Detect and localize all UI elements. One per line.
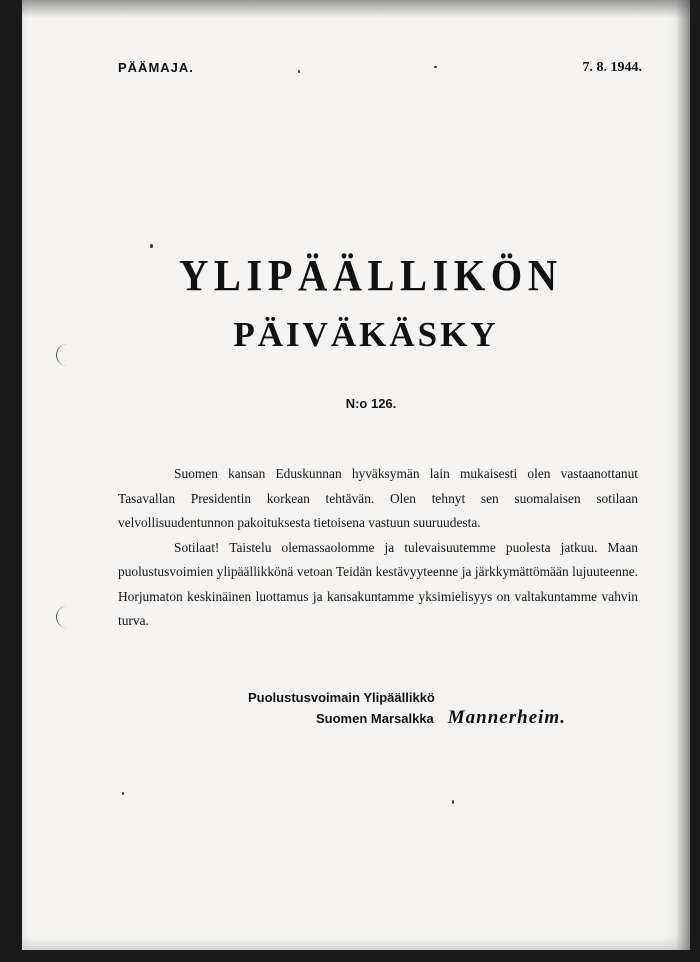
document-page [22,0,690,950]
signature-name: Mannerheim. [447,707,566,728]
header-date: 7. 8. 1944. [582,60,642,75]
document-subtitle: PÄIVÄKÄSKY [233,315,499,354]
paper-speck [122,792,124,795]
signature-rank: Suomen Marsalkka [316,711,434,726]
order-number: N:o 126. [345,396,397,411]
signature-block [248,688,566,729]
page-top-shadow [22,0,690,18]
body-paragraph-2: Sotilaat! Taistelu olemassaolomme ja tulevaisuutemme puolesta jatkuu. Maan puolustusvoimien ylipäällikkönä vetoan Teidän kestävyyteenne ja järkkymättömään lujuuteenne. Horjumaton keskinäinen luottamus ja kansakuntamme yksimielisyys on valtakuntamme vahvin turva. [118,539,638,628]
paper-speck [298,70,300,73]
paper-speck [150,244,153,248]
punch-hole-mark [56,606,77,628]
document-title: YLIPÄÄLLIKÖN [179,251,563,300]
signature-rank-line [248,708,566,729]
paper-speck [434,66,437,68]
order-body [118,462,638,634]
signature-title: Puolustusvoimain Ylipäällikkö [248,690,435,705]
header-location: PÄÄMAJA. [118,60,194,75]
page-right-edge [676,0,690,950]
body-paragraph-1: Suomen kansan Eduskunnan hyväksymän lain mukaisesti olen vastaanottanut Tasavallan Presidentin korkean tehtävän. Olen tehnyt sen suomalaisen sotilaan velvollisuudentunnon pakoituksesta tietoisena vastuun suuruudesta. [118,466,638,530]
paper-speck [452,800,454,804]
